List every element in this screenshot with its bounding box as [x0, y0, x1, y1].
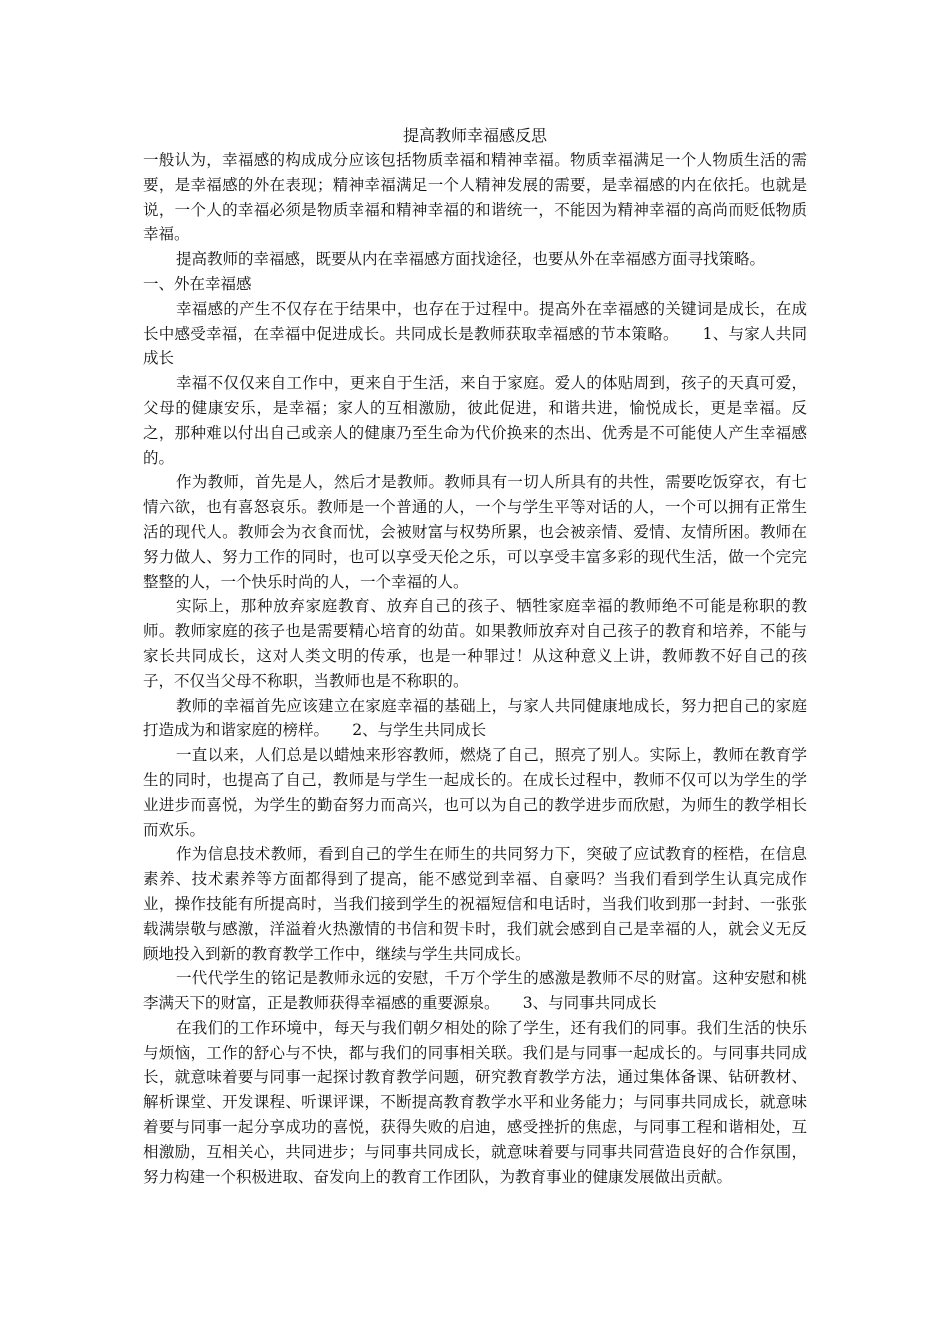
- paragraph-7: 教师的幸福首先应该建立在家庭幸福的基础上，与家人共同健康地成长，努力把自己的家庭打造成为和谐家庭的榜样。 2、与学生共同成长: [143, 696, 807, 740]
- paragraph-5: 作为教师，首先是人，然后才是教师。教师具有一切人所具有的共性，需要吃饭穿衣，有七情六欲，也有喜怒哀乐。教师是一个普通的人，一个与学生平等对话的人，一个可以拥有正常生活的现代人。教师会为衣食而忧，会被财富与权势所累，也会被亲情、爱情、友情所困。教师在努力做人、努力工作的同时，也可以享受天伦之乐，可以享受丰富多彩的现代生活，做一个完完整整的人，一个快乐时尚的人，一个幸福的人。: [143, 473, 807, 591]
- paragraph-9: 作为信息技术教师，看到自己的学生在师生的共同努力下，突破了应试教育的桎梏，在信息素养、技术素养等方面都得到了提高，能不感觉到幸福、自豪吗？当我们看到学生认真完成作业，操作技能有所提高时，当我们接到学生的祝福短信和电话时，当我们收到那一封封、一张张载满崇敬与感激，洋溢着火热激情的书信和贺卡时，我们就会感到自己是幸福的人，就会义无反顾地投入到新的教育教学工作中，继续与学生共同成长。: [143, 845, 807, 963]
- document-title: 提高教师幸福感反思: [402, 126, 547, 145]
- section-heading-1: 一、外在幸福感: [143, 274, 252, 293]
- paragraph-8: 一直以来，人们总是以蜡烛来形容教师，燃烧了自己，照亮了别人。实际上，教师在教育学生的同时，也提高了自己，教师是与学生一起成长的。在成长过程中，教师不仅可以为学生的学业进步而喜悦，为学生的勤奋努力而高兴，也可以为自己的教学进步而欣慰，为师生的教学相长而欢乐。: [143, 746, 807, 839]
- paragraph-4: 幸福不仅仅来自工作中，更来自于生活，来自于家庭。爱人的体贴周到，孩子的天真可爱，父母的健康安乐，是幸福；家人的互相激励，彼此促进，和谐共进，愉悦成长，更是幸福。反之，那种难以付出自己或亲人的健康乃至生命为代价换来的杰出、优秀是不可能使人产生幸福感的。: [143, 374, 807, 467]
- paragraph-6: 实际上，那种放弃家庭教育、放弃自己的孩子、牺牲家庭幸福的教师绝不可能是称职的教师。教师家庭的孩子也是需要精心培育的幼苗。如果教师放弃对自己孩子的教育和培养，不能与家长共同成长，这对人类文明的传承，也是一种罪过！从这种意义上讲，教师教不好自己的孩子，不仅当父母不称职，当教师也是不称职的。: [143, 597, 807, 690]
- paragraph-2: 提高教师的幸福感，既要从内在幸福感方面找途径，也要从外在幸福感方面寻找策略。: [176, 250, 766, 269]
- paragraph-11: 在我们的工作环境中，每天与我们朝夕相处的除了学生，还有我们的同事。我们生活的快乐与烦恼，工作的舒心与不快，都与我们的同事相关联。我们是与同事一起成长的。与同事共同成长，就意味着要与同事一起探讨教育教学问题，研究教育教学方法，通过集体备课、钻研教材、解析课堂、开发课程、听课评课，不断提高教育教学水平和业务能力；与同事共同成长，就意味着要与同事一起分享成功的喜悦，获得失败的启迪，感受挫折的焦虑，与同事工程和谐相处，互相激励，互相关心，共同进步；与同事共同成长，就意味着要与同事共同营造良好的合作氛围，努力构建一个积极进取、奋发向上的教育工作团队，为教育事业的健康发展做出贡献。: [143, 1018, 807, 1186]
- paragraph-10: 一代代学生的铭记是教师永远的安慰，千万个学生的感激是教师不尽的财富。这种安慰和桃李满天下的财富，正是教师获得幸福感的重要源泉。 3、与同事共同成长: [143, 969, 807, 1013]
- paragraph-1: 一般认为，幸福感的构成成分应该包括物质幸福和精神幸福。物质幸福满足一个人物质生活的需要，是幸福感的外在表现；精神幸福满足一个人精神发展的需要，是幸福感的内在依托。也就是说，一个人的幸福必须是物质幸福和精神幸福的和谐统一，不能因为精神幸福的高尚而贬低物质幸福。: [143, 151, 807, 244]
- document-page: [143, 124, 807, 1189]
- paragraph-3: 幸福感的产生不仅存在于结果中，也存在于过程中。提高外在幸福感的关键词是成长，在成长中感受幸福，在幸福中促进成长。共同成长是教师获取幸福感的节本策略。 1、与家人共同成长: [143, 299, 807, 368]
